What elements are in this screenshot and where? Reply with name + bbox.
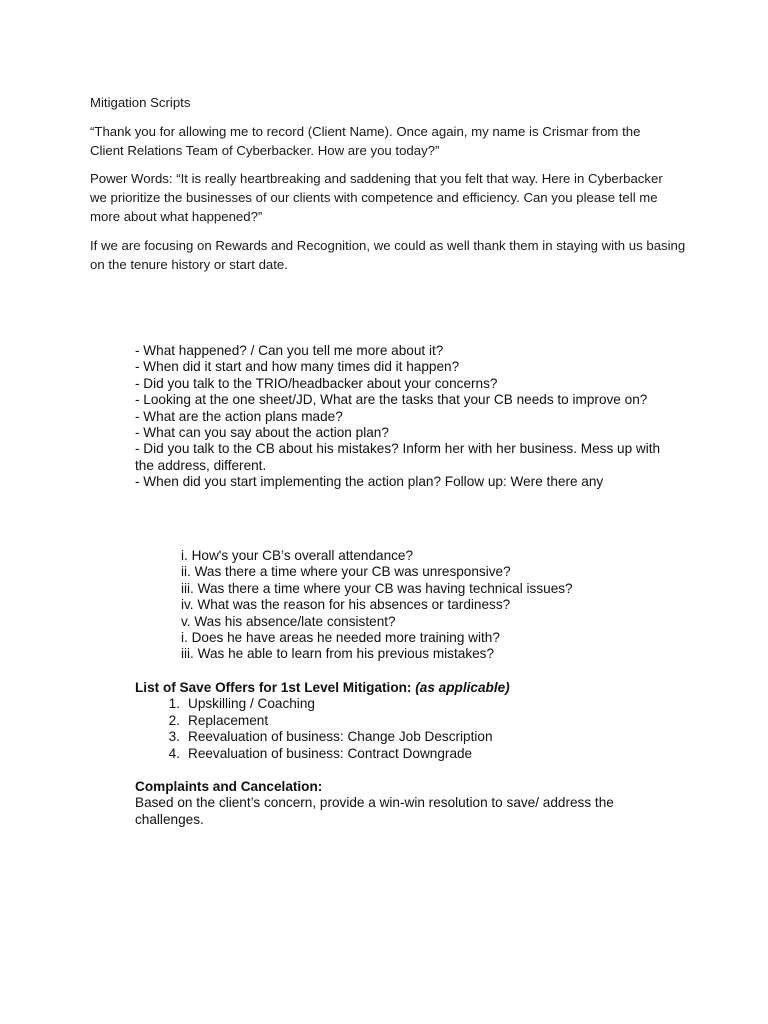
list-item-number: 4. bbox=[168, 745, 180, 761]
intro-paragraph bbox=[90, 122, 670, 160]
question-item: - What can you say about the action plan? bbox=[135, 425, 389, 441]
document-title-text: Mitigation Scripts bbox=[90, 95, 191, 110]
questions-list bbox=[135, 343, 675, 491]
followup-item: iii. Was he able to learn from his previous mistakes? bbox=[181, 646, 495, 662]
list-item bbox=[135, 746, 510, 762]
question-item: - Did you talk to the CB about his mistakes? Inform her with her business. Mess up with the address, different. bbox=[135, 441, 661, 473]
question-item: - What are the action plans made? bbox=[135, 408, 343, 424]
rewards-paragraph bbox=[90, 236, 690, 274]
list-item-text: Replacement bbox=[188, 712, 269, 728]
save-offers-heading bbox=[135, 680, 510, 696]
question-item: - When did you start implementing the action plan? Follow up: Were there any bbox=[135, 474, 604, 490]
save-offers-list bbox=[135, 696, 510, 762]
question-item: - Did you talk to the TRIO/headbacker about your concerns? bbox=[135, 375, 498, 391]
list-item-text: Reevaluation of business: Contract Downgrade bbox=[188, 745, 473, 761]
list-item bbox=[135, 729, 510, 745]
question-item: - Looking at the one sheet/JD, What are the tasks that your CB needs to improve on? bbox=[135, 392, 648, 408]
followup-list bbox=[181, 548, 573, 663]
intro-text: “Thank you for allowing me to record (Client Name). Once again, my name is Crismar from the Client Relations Team of Cyberbacker. How are you today?” bbox=[90, 124, 641, 158]
list-item-number: 3. bbox=[168, 729, 180, 745]
followup-item: i. How's your CB’s overall attendance? bbox=[181, 548, 414, 563]
followup-item: iv. What was the reason for his absences or tardiness? bbox=[181, 597, 511, 613]
followup-item: i. Does he have areas he needed more training with? bbox=[181, 630, 500, 646]
document-title bbox=[90, 93, 190, 112]
question-item: - When did it start and how many times did it happen? bbox=[135, 359, 460, 375]
save-offers-heading-note: (as applicable) bbox=[415, 680, 510, 695]
list-item bbox=[135, 713, 510, 729]
list-item bbox=[135, 696, 510, 712]
followup-item: ii. Was there a time where your CB was unresponsive? bbox=[181, 564, 511, 580]
followup-item: iii. Was there a time where your CB was having technical issues? bbox=[181, 580, 573, 596]
save-offers-heading-text: List of Save Offers for 1st Level Mitigation: bbox=[135, 680, 412, 695]
followup-item: v. Was his absence/late consistent? bbox=[181, 613, 396, 629]
question-item: - What happened? / Can you tell me more about it? bbox=[135, 343, 444, 358]
list-item-text: Reevaluation of business: Change Job Description bbox=[188, 729, 493, 745]
rewards-text: If we are focusing on Rewards and Recognition, we could as well thank them in staying with us basing on the tenure history or start date. bbox=[90, 238, 686, 272]
complaints-body: Based on the client’s concern, provide a win-win resolution to save/ address the challenges. bbox=[135, 795, 614, 827]
list-item-text: Upskilling / Coaching bbox=[188, 696, 315, 712]
list-item-number: 2. bbox=[168, 712, 180, 728]
complaints-heading: Complaints and Cancelation: bbox=[135, 779, 323, 794]
power-words-text: Power Words: “It is really heartbreaking and saddening that you felt that way. Here in Cyberbacker we prioritize the businesses of our clients with competence and efficiency. Can you please tell me more about what happened?” bbox=[90, 171, 663, 224]
save-offers-section bbox=[135, 680, 510, 762]
list-item-number: 1. bbox=[168, 696, 180, 712]
power-words-paragraph bbox=[90, 169, 675, 226]
complaints-section bbox=[135, 779, 635, 828]
